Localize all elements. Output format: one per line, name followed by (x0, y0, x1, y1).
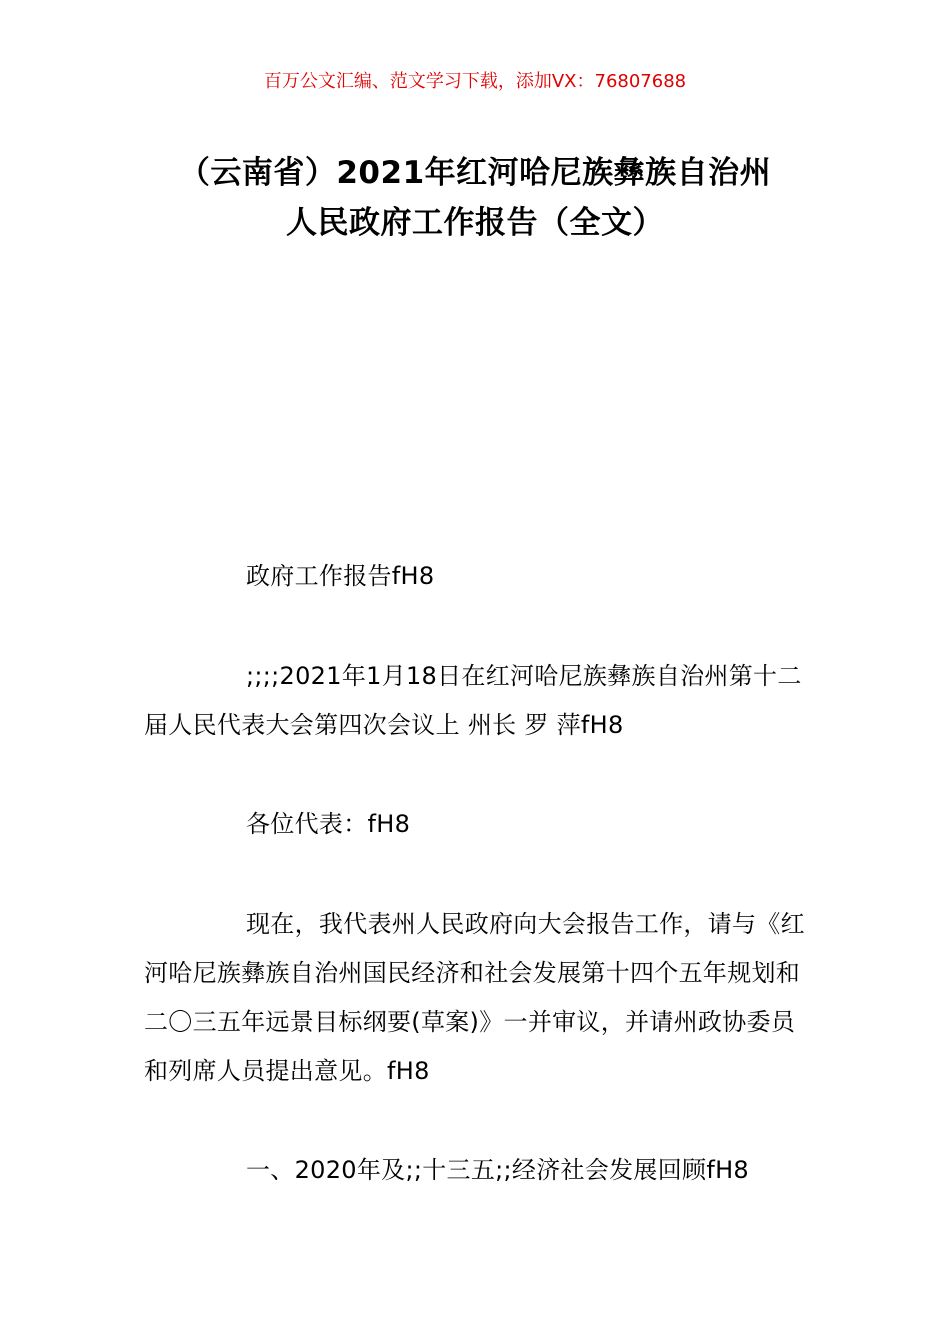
paragraph-block (144, 800, 809, 849)
paragraph-block (144, 1146, 809, 1195)
paragraph-salutation: 各位代表：fH8 (246, 810, 411, 838)
paragraph-block (144, 552, 809, 601)
paragraph-block (144, 652, 809, 750)
paragraph-introduction: 现在，我代表州人民政府向大会报告工作，请与《红河哈尼族彝族自治州国民经济和社会发展第十四个五年规划和二〇三五年远景目标纲要(草案)》一并审议，并请州政协委员和列席人员提出意见。fH8 (144, 910, 805, 1085)
header-watermark-note: 百万公文汇编、范文学习下载，添加VX：76807688 (263, 71, 687, 92)
paragraph-meeting-info: ;;;;2021年1月18日在红河哈尼族彝族自治州第十二届人民代表大会第四次会议上 州长 罗 萍fH8 (144, 662, 802, 739)
title-line-2: 人民政府工作报告（全文） (286, 205, 664, 241)
section-heading-review: 一、2020年及;;十三五;;经济社会发展回顾fH8 (246, 1156, 749, 1184)
paragraph-report-label: 政府工作报告fH8 (246, 562, 435, 590)
document-title (120, 148, 830, 248)
title-line-1: （云南省）2021年红河哈尼族彝族自治州 (178, 155, 772, 191)
paragraph-block (144, 900, 809, 1096)
